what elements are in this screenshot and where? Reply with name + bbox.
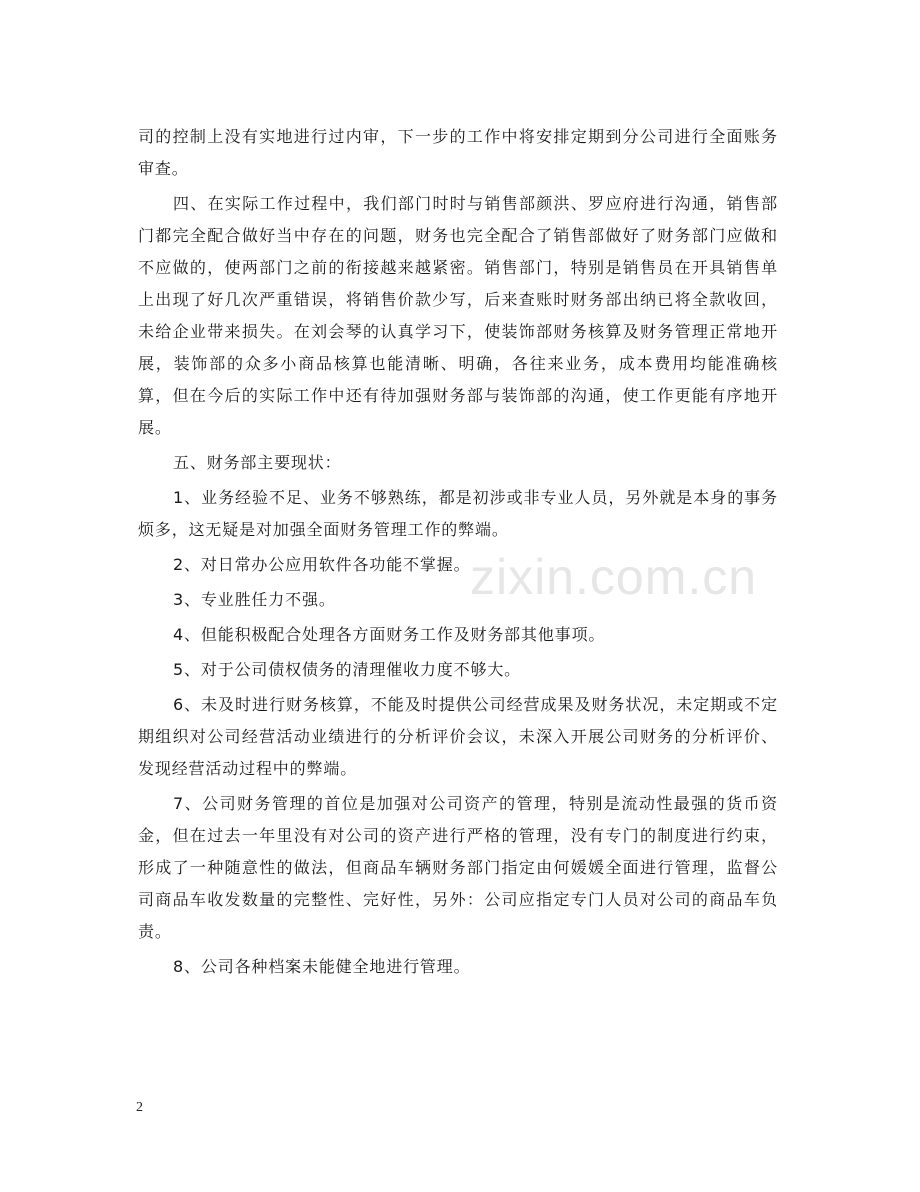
watermark: zixin.com.cn	[470, 549, 758, 605]
paragraph-item-7: 7、公司财务管理的首位是加强对公司资产的管理，特别是流动性最强的货币资金，但在过去一年里没有对公司的资产进行严格的管理，没有专门的制度进行约束，形成了一种随意性的做法，但商品车辆财务部门指定由何媛媛全面进行管理，监督公司商品车收发数量的完整性、完好性，另外：公司应指定专门人员对公司的商品车负责。	[138, 794, 778, 941]
paragraph-continuation: 司的控制上没有实地进行过内审，下一步的工作中将安排定期到分公司进行全面账务审查。	[138, 127, 778, 178]
page-number: 2	[136, 1100, 143, 1115]
paragraph-section-four: 四、在实际工作过程中，我们部门时时与销售部颜洪、罗应府进行沟通，销售部门都完全配合做好当中存在的问题，财务也完全配合了销售部做好了财务部门应做和不应做的，使两部门之前的衔接越来越紧密。销售部门，特别是销售员在开具销售单上出现了好几次严重错误，将销售价款少写，后来查账时财务部出纳已将全款收回，未给企业带来损失。在刘会琴的认真学习下，使装饰部财务核算及财务管理正常地开展，装饰部的众多小商品核算也能清晰、明确，各往来业务，成本费用均能准确核算，但在今后的实际工作中还有待加强财务部与装饰部的沟通，使工作更能有序地开展。	[138, 194, 778, 437]
paragraph-item-3: 3、专业胜任力不强。	[173, 590, 336, 609]
paragraph-item-1: 1、业务经验不足、业务不够熟练，都是初涉或非专业人员，另外就是本身的事务烦多，这无疑是对加强全面财务管理工作的弊端。	[138, 488, 778, 539]
document-body	[138, 121, 778, 986]
paragraph-section-five-heading: 五、财务部主要现状：	[173, 453, 342, 472]
paragraph-item-5: 5、对于公司债权债务的清理催收力度不够大。	[173, 660, 522, 679]
paragraph-item-6: 6、未及时进行财务核算，不能及时提供公司经营成果及财务状况，未定期或不定期组织对公司经营活动业绩进行的分析评价会议，未深入开展公司财务的分析评价、发现经营活动过程中的弊端。	[138, 695, 778, 778]
paragraph-item-4: 4、但能积极配合处理各方面财务工作及财务部其他事项。	[173, 625, 606, 644]
paragraph-item-2: 2、对日常办公应用软件各功能不掌握。	[173, 555, 471, 574]
paragraph-item-8: 8、公司各种档案未能健全地进行管理。	[173, 957, 471, 976]
